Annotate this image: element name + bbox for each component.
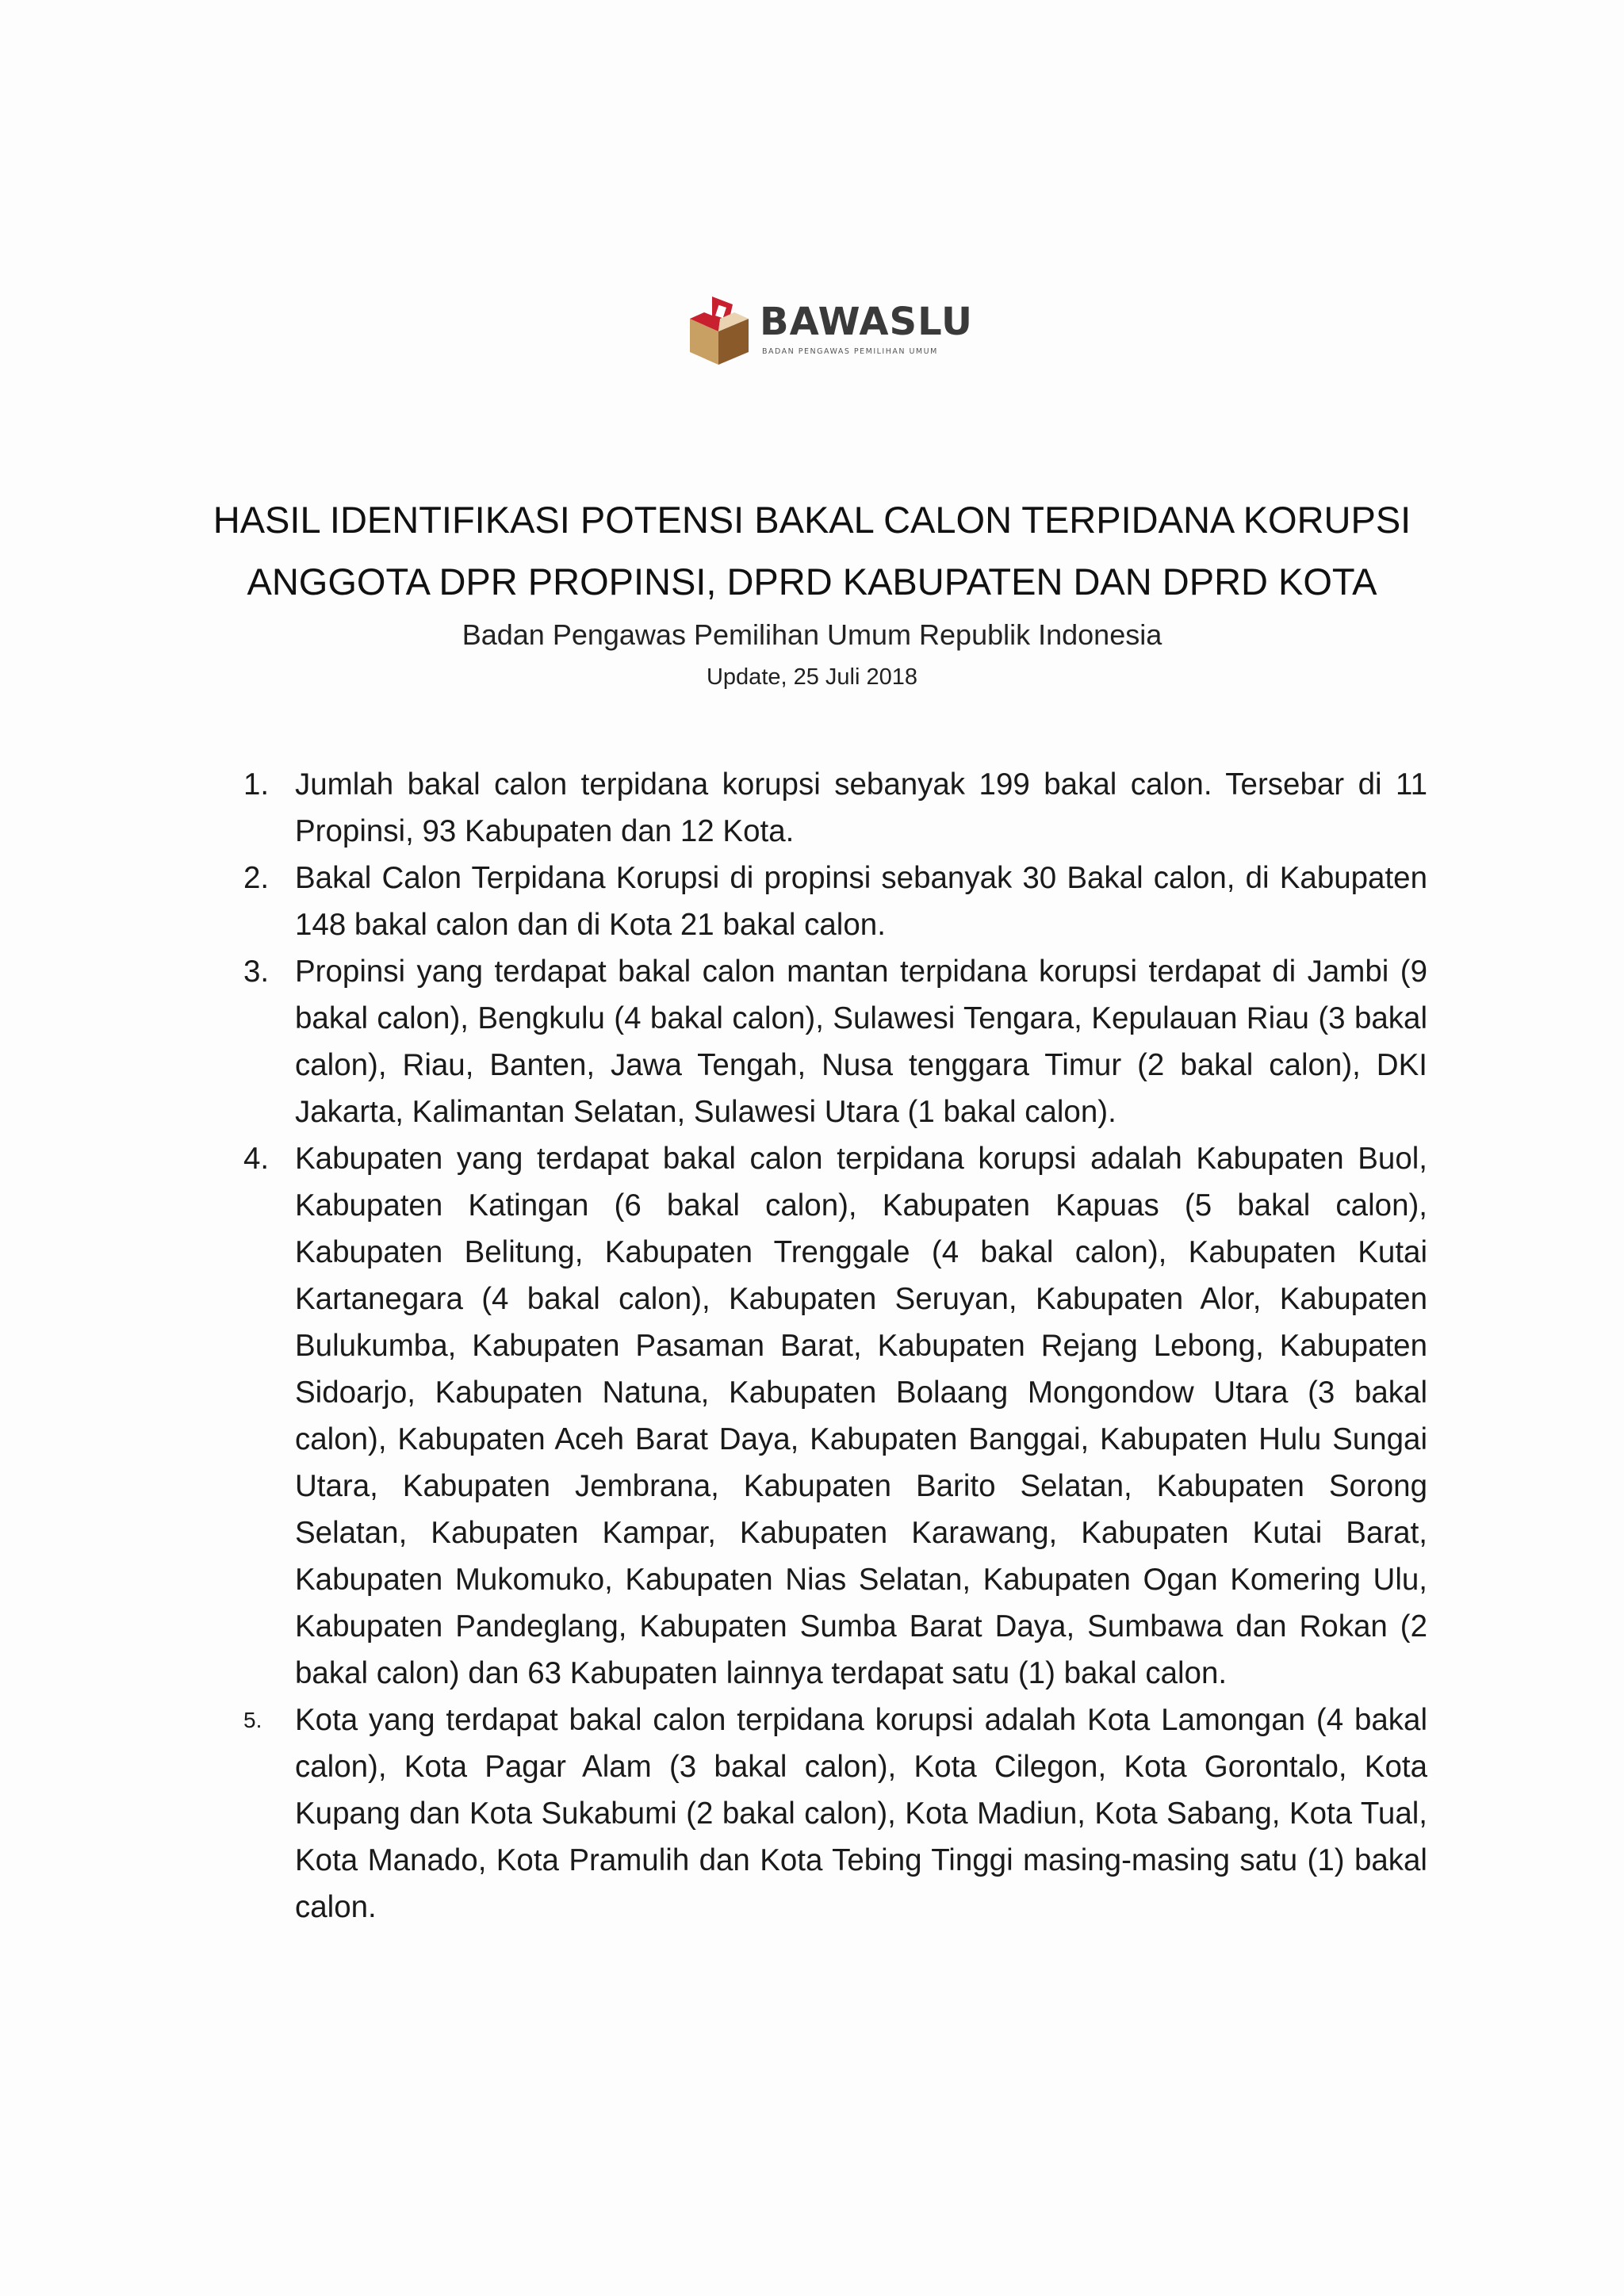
list-item-number: 5. (243, 1708, 262, 1732)
bawaslu-logo (688, 295, 973, 374)
list-item-number: 3. (243, 955, 270, 989)
list-item (230, 855, 1427, 948)
list-item (230, 1697, 1427, 1931)
list-item-number: 4. (243, 1142, 270, 1176)
list-item-text: Kota yang terdapat bakal calon terpidana korupsi adalah Kota Lamongan (4 bakal calon), Kota Pagar Alam (3 bakal calon), Kota Cilegon, Kota Gorontalo, Kota Kupang dan Kota Sukabumi (2 bakal calon), Kota Madiun, Kota Sabang, Kota Tual, Kota Manado, Kota Pramulih dan Kota Tebing Tinggi masing-masing satu (1) bakal calon. (295, 1703, 1427, 1924)
findings-list (230, 761, 1427, 1931)
list-item (230, 1135, 1427, 1697)
list-item (230, 761, 1427, 855)
document-subtitle: Badan Pengawas Pemilihan Umum Republik Indonesia (462, 618, 1162, 651)
update-date: Update, 25 Juli 2018 (706, 664, 918, 690)
list-item-number: 1. (243, 767, 270, 802)
list-item-number: 2. (243, 861, 270, 895)
logo-tagline: BADAN PENGAWAS PEMILIHAN UMUM (762, 347, 938, 356)
ballot-box-icon (688, 295, 750, 366)
document-title-line1: HASIL IDENTIFIKASI POTENSI BAKAL CALON TERPIDANA KORUPSI (213, 499, 1411, 541)
list-item-text: Bakal Calon Terpidana Korupsi di propinsi sebanyak 30 Bakal calon, di Kabupaten 148 bakal calon dan di Kota 21 bakal calon. (295, 861, 1427, 942)
list-item (230, 948, 1427, 1135)
document-title-line2: ANGGOTA DPR PROPINSI, DPRD KABUPATEN DAN DPRD KOTA (247, 561, 1377, 603)
list-item-text: Kabupaten yang terdapat bakal calon terpidana korupsi adalah Kabupaten Buol, Kabupaten Katingan (6 bakal calon), Kabupaten Kapuas (5 bakal calon), Kabupaten Belitung, Kabupaten Trenggale (4 bakal calon), Kabupaten Kutai Kartanegara (4 bakal calon), Kabupaten Seruyan, Kabupaten Alor, Kabupaten Bulukumba, Kabupaten Pasaman Barat, Kabupaten Rejang Lebong, Kabupaten Sidoarjo, Kabupaten Natuna, Kabupaten Bolaang Mongondow Utara (3 bakal calon), Kabupaten Aceh Barat Daya, Kabupaten Banggai, Kabupaten Hulu Sungai Utara, Kabupaten Jembrana, Kabupaten Barito Selatan, Kabupaten Sorong Selatan, Kabupaten Kampar, Kabupaten Karawang, Kabupaten Kutai Barat, Kabupaten Mukomuko, Kabupaten Nias Selatan, Kabupaten Ogan Komering Ulu, Kabupaten Pandeglang, Kabupaten Sumba Barat Daya, Sumbawa dan Rokan (2 bakal calon) dan 63 Kabupaten lainnya terdapat satu (1) bakal calon. (295, 1142, 1427, 1690)
list-item-text: Jumlah bakal calon terpidana korupsi sebanyak 199 bakal calon. Tersebar di 11 Propinsi, 93 Kabupaten dan 12 Kota. (295, 767, 1427, 848)
list-item-text: Propinsi yang terdapat bakal calon mantan terpidana korupsi terdapat di Jambi (9 bakal calon), Bengkulu (4 bakal calon), Sulawesi Tengara, Kepulauan Riau (3 bakal calon), Riau, Banten, Jawa Tengah, Nusa tenggara Timur (2 bakal calon), DKI Jakarta, Kalimantan Selatan, Sulawesi Utara (1 bakal calon). (295, 955, 1427, 1129)
logo-wordmark: BAWASLU (760, 300, 973, 344)
